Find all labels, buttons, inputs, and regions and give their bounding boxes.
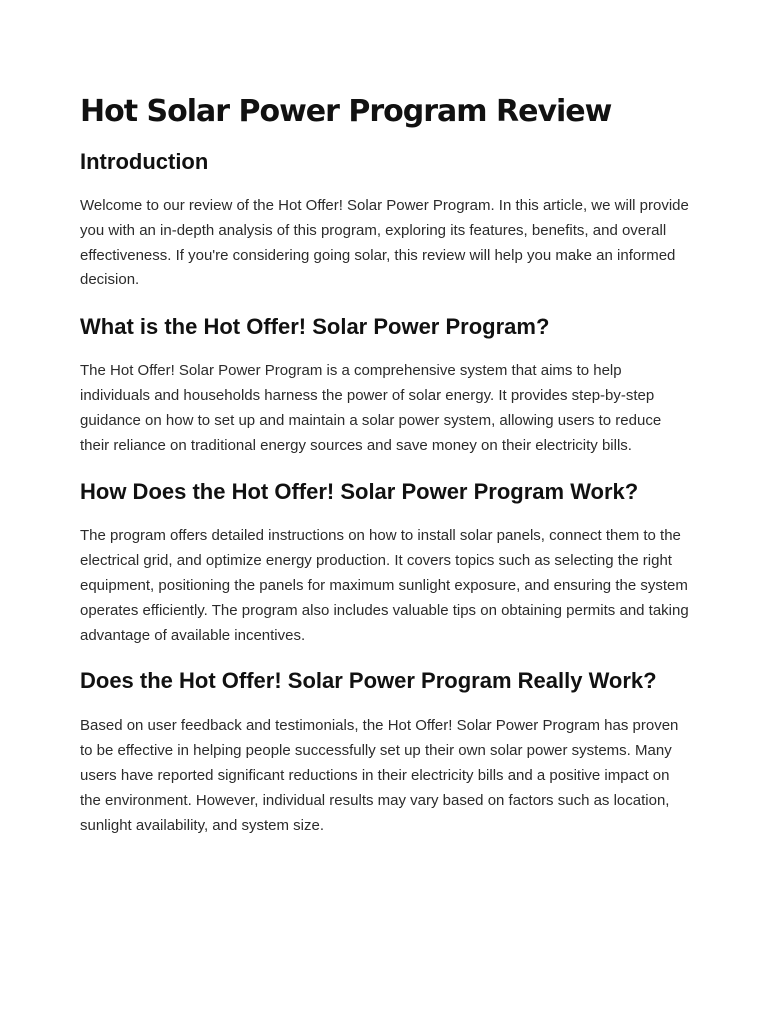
section-heading-introduction: Introduction	[80, 149, 209, 174]
page-title: Hot Solar Power Program Review	[80, 94, 612, 129]
section-body-introduction: Welcome to our review of the Hot Offer! Solar Power Program. In this article, we will provide you with an in-depth analysis of this program, exploring its features, benefits, and overall effectiveness. If you're considering going solar, this review will help you make an informed decision.	[80, 197, 689, 289]
section-heading-does-it-work: Does the Hot Offer! Solar Power Program Really Work?	[80, 668, 657, 694]
section-heading-how-it-works: How Does the Hot Offer! Solar Power Program Work?	[80, 479, 639, 505]
article	[80, 92, 692, 838]
section-heading-what-is: What is the Hot Offer! Solar Power Program?	[80, 314, 550, 340]
section-body-what-is: The Hot Offer! Solar Power Program is a comprehensive system that aims to help individuals and households harness the power of solar energy. It provides step-by-step guidance on how to set up and maintain a solar power system, allowing users to reduce their reliance on traditional energy sources and save money on their electricity bills.	[80, 362, 662, 454]
section-body-how-it-works: The program offers detailed instructions on how to install solar panels, connect them to the electrical grid, and optimize energy production. It covers topics such as selecting the right equipment, positioning the panels for maximum sunlight exposure, and ensuring the system operates efficiently. The program also includes valuable tips on obtaining permits and taking advantage of available incentives.	[80, 527, 689, 644]
section-body-does-it-work: Based on user feedback and testimonials, the Hot Offer! Solar Power Program has proven to be effective in helping people successfully set up their own solar power systems. Many users have reported significant reductions in their electricity bills and a positive impact on the environment. However, individual results may vary based on factors such as location, sunlight availability, and system size.	[80, 717, 679, 834]
